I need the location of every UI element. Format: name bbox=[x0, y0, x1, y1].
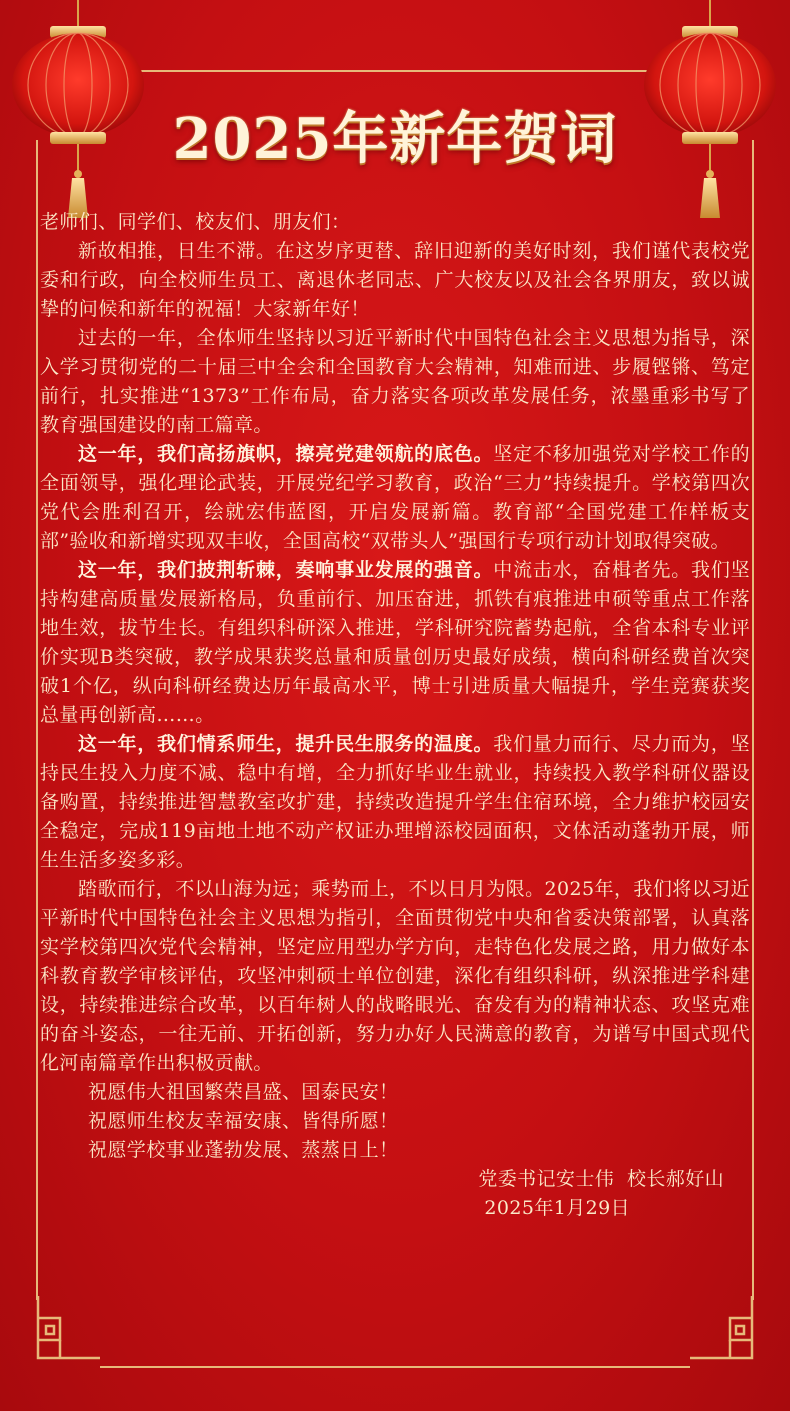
paragraph-text: 我们量力而行、尽力而为，坚持民生投入力度不减、稳中有增，全力抓好毕业生就业，持续投入教学科研仪器设备购置，持续推进智慧教室改扩建，持续改造提升学生住宿环境，全力维护校园安全稳定，完成119亩地土地不动产权证办理增添校园面积，文体活动蓬勃开展，师生生活多姿多彩。 bbox=[40, 733, 751, 871]
paragraph-party-building bbox=[40, 440, 750, 556]
paragraph-lead: 这一年，我们高扬旗帜，擦亮党建领航的底色。 bbox=[78, 443, 494, 465]
frame-left-line bbox=[36, 140, 38, 1300]
paragraph-lead: 这一年，我们情系师生，提升民生服务的温度。 bbox=[78, 733, 494, 755]
paragraph-lead: 这一年，我们披荆斩棘，奏响事业发展的强音。 bbox=[78, 559, 494, 581]
paragraph-review: 过去的一年，全体师生坚持以习近平新时代中国特色社会主义思想为指导，深入学习贯彻党的二十届三中全会和全国教育大会精神，知难而进、步履铿锵、笃定前行，扎实推进“1373”工作布局，奋力落实各项改革发展任务，浓墨重彩书写了教育强国建设的南工篇章。 bbox=[40, 327, 750, 436]
wish-line: 祝愿师生校友幸福安康、皆得所愿！ bbox=[88, 1110, 399, 1132]
frame-bottom-line bbox=[100, 1366, 690, 1368]
frame-top-line bbox=[140, 70, 650, 72]
signature: 党委书记安士伟 校长郝好山 bbox=[478, 1168, 724, 1190]
paragraph-text: 坚定不移加强党对学校工作的全面领导，强化理论武装，开展党纪学习教育，政治“三力”持续提升。学校第四次党代会胜利召开，绘就宏伟蓝图，开启发展新篇。教育部“全国党建工作样板支部”验收和新增实现双丰收，全国高校“双带头人”强国行专项行动计划取得突破。 bbox=[40, 443, 751, 552]
frame-right-line bbox=[752, 140, 754, 1300]
page-title: 2025年新年贺词 bbox=[172, 106, 618, 172]
paragraph-outlook: 踏歌而行，不以山海为远；乘势而上，不以日月为限。2025年，我们将以习近平新时代中国特色社会主义思想为指引，全面贯彻党中央和省委决策部署，认真落实学校第四次党代会精神，坚定应用型办学方向，走特色化发展之路，用力做好本科教育教学审核评估，攻坚冲刺硕士单位创建，深化有组织科研，纵深推进学科建设，持续推进综合改革，以百年树人的战略眼光、奋发有为的精神状态、攻坚克难的奋斗姿态，一往无前、开拓创新，努力办好人民满意的教育，为谱写中国式现代化河南篇章作出积极贡献。 bbox=[40, 878, 750, 1074]
paragraph-development bbox=[40, 556, 750, 730]
paragraph-text: 中流击水，奋楫者先。我们坚持构建高质量发展新格局，负重前行、加压奋进，抓铁有痕推进申硕等重点工作落地生效，拔节生长。有组织科研深入推进，学科研究院蓄势起航，全省本科专业评价实现B类突破，教学成果获奖总量和质量创历史最好成绩，横向科研经费首次突破1个亿，纵向科研经费达历年最高水平，博士引进质量大幅提升，学生竞赛获奖总量再创新高……。 bbox=[40, 559, 751, 726]
wish-line: 祝愿伟大祖国繁荣昌盛、国泰民安！ bbox=[88, 1081, 399, 1103]
salutation: 老师们、同学们、校友们、朋友们： bbox=[40, 211, 351, 233]
corner-ornament-bottom-left bbox=[30, 1296, 100, 1366]
paragraph-greeting: 新故相推，日生不滞。在这岁序更替、辞旧迎新的美好时刻，我们谨代表校党委和行政，向全校师生员工、离退休老同志、广大校友以及社会各界朋友，致以诚挚的问候和新年的祝福！大家新年好！ bbox=[40, 240, 750, 320]
date: 2025年1月29日 bbox=[484, 1197, 630, 1219]
wish-line: 祝愿学校事业蓬勃发展、蒸蒸日上！ bbox=[88, 1139, 399, 1161]
corner-ornament-bottom-right bbox=[690, 1296, 760, 1366]
paragraph-livelihood bbox=[40, 730, 750, 875]
letter-body bbox=[40, 208, 750, 1223]
